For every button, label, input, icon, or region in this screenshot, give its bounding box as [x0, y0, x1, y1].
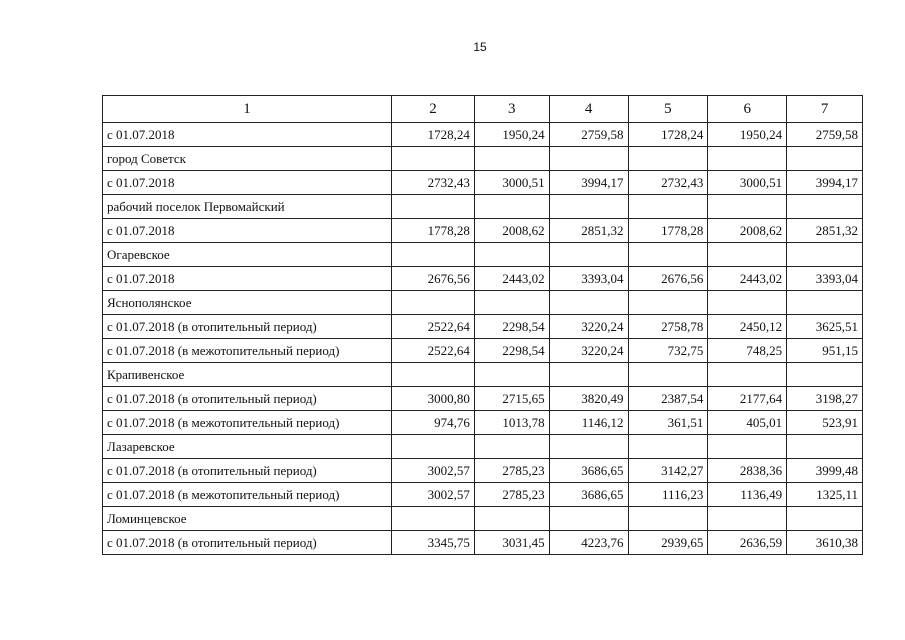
table-row — [103, 411, 863, 435]
table-cell: 2008,62 — [708, 219, 787, 243]
tariff-table — [102, 95, 863, 555]
table-cell — [549, 291, 628, 315]
section-label: город Советск — [103, 147, 392, 171]
table-cell: 1950,24 — [708, 123, 787, 147]
table-cell — [628, 243, 708, 267]
row-label: с 01.07.2018 — [103, 219, 392, 243]
table-cell: 3994,17 — [549, 171, 628, 195]
table-cell: 3610,38 — [787, 531, 863, 555]
column-header: 4 — [549, 96, 628, 123]
table-cell — [474, 435, 549, 459]
table-cell: 2785,23 — [474, 459, 549, 483]
column-header: 3 — [474, 96, 549, 123]
table-cell — [549, 507, 628, 531]
table-cell: 1728,24 — [392, 123, 475, 147]
table-cell — [787, 507, 863, 531]
table-cell: 3820,49 — [549, 387, 628, 411]
table-row — [103, 171, 863, 195]
column-header: 1 — [103, 96, 392, 123]
table-cell — [549, 243, 628, 267]
table-cell: 2785,23 — [474, 483, 549, 507]
table-cell: 2676,56 — [392, 267, 475, 291]
table-cell: 2939,65 — [628, 531, 708, 555]
table-cell: 3686,65 — [549, 459, 628, 483]
table-cell — [392, 291, 475, 315]
row-label: с 01.07.2018 (в отопительный период) — [103, 387, 392, 411]
table-cell: 974,76 — [392, 411, 475, 435]
table-section-row — [103, 507, 863, 531]
table-section-row — [103, 195, 863, 219]
table-section-row — [103, 363, 863, 387]
table-row — [103, 267, 863, 291]
table-cell: 1325,11 — [787, 483, 863, 507]
table-cell — [474, 147, 549, 171]
table-cell: 1013,78 — [474, 411, 549, 435]
table-cell — [708, 363, 787, 387]
table-cell: 2759,58 — [787, 123, 863, 147]
table-cell: 3393,04 — [549, 267, 628, 291]
table-cell: 3686,65 — [549, 483, 628, 507]
table-cell: 748,25 — [708, 339, 787, 363]
table-cell — [549, 147, 628, 171]
table-cell: 405,01 — [708, 411, 787, 435]
table-section-row — [103, 291, 863, 315]
table-cell: 2838,36 — [708, 459, 787, 483]
table-row — [103, 459, 863, 483]
table-cell: 1950,24 — [474, 123, 549, 147]
table-cell: 3393,04 — [787, 267, 863, 291]
table-row — [103, 219, 863, 243]
table-cell: 1728,24 — [628, 123, 708, 147]
table-cell: 2715,65 — [474, 387, 549, 411]
table-cell — [392, 435, 475, 459]
table-cell: 1778,28 — [392, 219, 475, 243]
table-cell: 951,15 — [787, 339, 863, 363]
table-cell: 3000,51 — [474, 171, 549, 195]
table-cell — [628, 147, 708, 171]
table-section-row — [103, 243, 863, 267]
table-cell — [474, 507, 549, 531]
table-cell — [392, 195, 475, 219]
table-cell — [628, 507, 708, 531]
table-cell — [787, 363, 863, 387]
column-header: 2 — [392, 96, 475, 123]
table-cell — [787, 291, 863, 315]
table-cell: 2636,59 — [708, 531, 787, 555]
table-row — [103, 483, 863, 507]
row-label: с 01.07.2018 — [103, 171, 392, 195]
table-cell: 3000,80 — [392, 387, 475, 411]
table-cell — [474, 243, 549, 267]
table-cell: 1136,49 — [708, 483, 787, 507]
table-cell — [549, 195, 628, 219]
table-cell: 2732,43 — [392, 171, 475, 195]
table-section-row — [103, 435, 863, 459]
table-cell: 1116,23 — [628, 483, 708, 507]
table-cell: 2443,02 — [708, 267, 787, 291]
table-row — [103, 339, 863, 363]
table-cell: 3002,57 — [392, 459, 475, 483]
row-label: с 01.07.2018 — [103, 267, 392, 291]
table-cell — [474, 291, 549, 315]
table-cell: 2298,54 — [474, 315, 549, 339]
table-cell — [628, 291, 708, 315]
table-cell — [708, 195, 787, 219]
row-label: с 01.07.2018 (в межотопительный период) — [103, 483, 392, 507]
table-cell: 3220,24 — [549, 339, 628, 363]
section-label: Ломинцевское — [103, 507, 392, 531]
section-label: Крапивенское — [103, 363, 392, 387]
table-row — [103, 531, 863, 555]
section-label: рабочий поселок Первомайский — [103, 195, 392, 219]
table-cell: 2851,32 — [787, 219, 863, 243]
table-cell: 2732,43 — [628, 171, 708, 195]
table-cell: 1778,28 — [628, 219, 708, 243]
table-cell: 2522,64 — [392, 339, 475, 363]
row-label: с 01.07.2018 (в межотопительный период) — [103, 339, 392, 363]
table-cell — [708, 291, 787, 315]
section-label: Яснополянское — [103, 291, 392, 315]
table-cell: 2676,56 — [628, 267, 708, 291]
table-cell — [392, 147, 475, 171]
table-row — [103, 387, 863, 411]
table-cell: 361,51 — [628, 411, 708, 435]
table-cell — [787, 195, 863, 219]
table-cell — [392, 507, 475, 531]
table-cell: 2387,54 — [628, 387, 708, 411]
table-row — [103, 123, 863, 147]
table-cell: 3625,51 — [787, 315, 863, 339]
table-cell: 3994,17 — [787, 171, 863, 195]
page-number: 15 — [473, 40, 487, 54]
table-cell — [787, 435, 863, 459]
table-cell: 2443,02 — [474, 267, 549, 291]
table-cell — [628, 435, 708, 459]
table-cell — [392, 243, 475, 267]
table-cell — [708, 507, 787, 531]
table-cell — [474, 363, 549, 387]
row-label: с 01.07.2018 (в межотопительный период) — [103, 411, 392, 435]
table-cell: 2851,32 — [549, 219, 628, 243]
table-cell — [628, 363, 708, 387]
table-cell: 3002,57 — [392, 483, 475, 507]
table-cell: 3000,51 — [708, 171, 787, 195]
table-header-row — [103, 96, 863, 123]
table-cell: 3031,45 — [474, 531, 549, 555]
column-header: 6 — [708, 96, 787, 123]
row-label: с 01.07.2018 — [103, 123, 392, 147]
table-cell: 2177,64 — [708, 387, 787, 411]
table-cell — [787, 147, 863, 171]
row-label: с 01.07.2018 (в отопительный период) — [103, 459, 392, 483]
table-cell — [787, 243, 863, 267]
row-label: с 01.07.2018 (в отопительный период) — [103, 531, 392, 555]
table-cell — [628, 195, 708, 219]
table-cell: 4223,76 — [549, 531, 628, 555]
table-cell: 2758,78 — [628, 315, 708, 339]
table-cell: 2008,62 — [474, 219, 549, 243]
table-cell: 732,75 — [628, 339, 708, 363]
table-cell: 3198,27 — [787, 387, 863, 411]
table-cell: 1146,12 — [549, 411, 628, 435]
table-cell: 523,91 — [787, 411, 863, 435]
row-label: с 01.07.2018 (в отопительный период) — [103, 315, 392, 339]
table-cell: 2298,54 — [474, 339, 549, 363]
table-cell: 2759,58 — [549, 123, 628, 147]
table-cell — [708, 147, 787, 171]
column-header: 5 — [628, 96, 708, 123]
table-cell: 2450,12 — [708, 315, 787, 339]
table-cell: 3999,48 — [787, 459, 863, 483]
section-label: Огаревское — [103, 243, 392, 267]
table-row — [103, 315, 863, 339]
table-cell — [549, 435, 628, 459]
table-cell — [549, 363, 628, 387]
column-header: 7 — [787, 96, 863, 123]
table-cell: 3345,75 — [392, 531, 475, 555]
table-cell — [708, 243, 787, 267]
table-cell: 2522,64 — [392, 315, 475, 339]
section-label: Лазаревское — [103, 435, 392, 459]
table-cell — [708, 435, 787, 459]
table-section-row — [103, 147, 863, 171]
table-cell — [392, 363, 475, 387]
table-cell — [474, 195, 549, 219]
table-cell: 3220,24 — [549, 315, 628, 339]
table-cell: 3142,27 — [628, 459, 708, 483]
